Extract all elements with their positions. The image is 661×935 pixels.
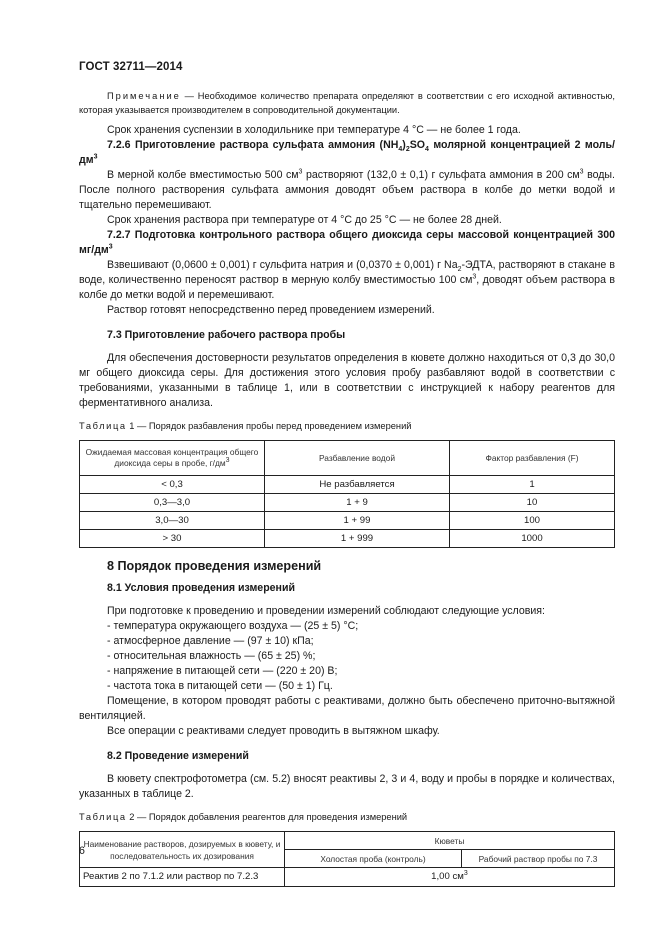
table-row	[80, 476, 615, 494]
table-header-cell: Наименование растворов, дозируемых в кювету, и последовательность их дозирования	[80, 832, 285, 868]
table-cell: 10	[450, 494, 615, 512]
condition-item: - атмосферное давление — (97 ± 10) кПа;	[107, 635, 314, 647]
table-2-caption: Таблица 2 — Порядок добавления реагентов для проведения измерений	[79, 812, 408, 822]
table-header-cell: Рабочий раствор пробы по 7.3	[462, 850, 615, 868]
table-1-caption: Таблица 1 — Порядок разбавления пробы перед проведением измерений	[79, 421, 412, 431]
condition-item: - напряжение в питающей сети — (220 ± 20) В;	[107, 665, 338, 677]
table-header-cell: Кюветы	[285, 832, 615, 850]
document-header: ГОСТ 32711—2014	[79, 61, 183, 73]
table-cell: 100	[450, 512, 615, 530]
ventilation-paragraph: Помещение, в котором проводят работы с реактивами, должно быть обеспечено приточно-вытяжной вентиляцией.	[79, 695, 615, 722]
condition-item: - частота тока в питающей сети — (50 ± 1) Гц.	[107, 680, 333, 692]
condition-item: - относительная влажность — (65 ± 25) %;	[107, 650, 316, 662]
table-header-cell: Фактор разбавления (F)	[450, 441, 615, 476]
table-cell: Реактив 2 по 7.1.2 или раствор по 7.2.3	[80, 868, 285, 887]
section-7-2-6-title: 7.2.6 Приготовление раствора сульфата аммония $(NH_4)_2SO_4$ молярной концентрацией 2 моль/$дм^3$	[79, 139, 615, 166]
table-cell: > 30	[80, 530, 265, 548]
section-7-3-title: 7.3 Приготовление рабочего раствора пробы	[107, 329, 346, 341]
table-cell: Не разбавляется	[265, 476, 450, 494]
section-7-3-paragraph: Для обеспечения достоверности результатов определения в кювете должно находиться от 0,3 до 30,0 мг общего диоксида серы. Для достижения этого условия пробу разбавляют водой в соответствии с требованиями, указанными в таблице 1, или в соответствии с инструкцией к набору реагентов для ферментативного анализа.	[79, 352, 615, 409]
table-cell: < 0,3	[80, 476, 265, 494]
table-cell: 0,3—3,0	[80, 494, 265, 512]
table-2	[79, 831, 615, 887]
fume-hood-paragraph: Все операции с реактивами следует проводить в вытяжном шкафу.	[107, 725, 440, 737]
table-row	[80, 868, 615, 887]
table-1	[79, 440, 615, 548]
note-paragraph	[79, 90, 615, 117]
table-cell: 3,0—30	[80, 512, 265, 530]
table-cell: 1000	[450, 530, 615, 548]
table-header-cell: Ожидаемая массовая концентрация общего диоксида серы в пробе, $г/дм^3$	[80, 441, 265, 476]
table-cell: 1 + 999	[265, 530, 450, 548]
note-text: — Необходимое количество препарата определяют в соответствии с его исходной активностью, которая указывается производителем в сопроводительной документации.	[79, 91, 615, 115]
table-cell: 1 + 99	[265, 512, 450, 530]
section-7-2-7-paragraph: Взвешивают (0,0600 ± 0,001) г сульфита натрия и (0,0370 ± 0,001) г $Na_2$-ЭДТА, растворяют в стакане в воде, количественно переносят раствор в мерную колбу вместимостью 100 $см^3$, доводят объем раствора в колбе до метки водой и перемешивают.	[79, 259, 615, 301]
table-cell: 1,00 $см^3$	[285, 868, 615, 887]
table-row	[80, 530, 615, 548]
table-header-cell: Разбавление водой	[265, 441, 450, 476]
document-body	[79, 90, 615, 887]
section-8-1-intro: При подготовке к проведению и проведении измерений соблюдают следующие условия:	[107, 605, 545, 617]
table-cell: 1	[450, 476, 615, 494]
table-row	[80, 494, 615, 512]
table-header-row	[80, 441, 615, 476]
table-header-cell: Холостая проба (контроль)	[285, 850, 462, 868]
table-header-row	[80, 832, 615, 850]
suspension-storage-text: Срок хранения суспензии в холодильнике при температуре 4 °С — не более 1 года.	[107, 124, 521, 136]
section-8-1-title: 8.1 Условия проведения измерений	[107, 582, 295, 594]
condition-item: - температура окружающего воздуха — (25 ± 5) °С;	[107, 620, 359, 632]
section-7-2-6-paragraph: В мерной колбе вместимостью 500 $см^3$ растворяют (132,0 ± 0,1) г сульфата аммония в 200 $см^3$ воды. После полного растворения сульфата аммония доводят объем раствора в колбе до метки водой и тщательно перемешивают.	[79, 168, 615, 211]
section-7-2-7-note: Раствор готовят непосредственно перед проведением измерений.	[107, 304, 435, 316]
page-number: 6	[79, 845, 85, 857]
note-label: Примечание	[107, 91, 181, 101]
section-8-2-paragraph: В кювету спектрофотометра (см. 5.2) вносят реактивы 2, 3 и 4, воду и пробы в порядке и количествах, указанных в таблице 2.	[79, 773, 615, 800]
section-8-2-title: 8.2 Проведение измерений	[107, 750, 249, 762]
table-row	[80, 512, 615, 530]
solution-storage-text: Срок хранения раствора при температуре от 4 °С до 25 °С — не более 28 дней.	[107, 214, 502, 226]
section-8-title: 8 Порядок проведения измерений	[107, 559, 322, 573]
table-cell: 1 + 9	[265, 494, 450, 512]
section-7-2-7-title: 7.2.7 Подготовка контрольного раствора общего диоксида серы массовой концентрацией 300 $мг/дм^3$	[79, 229, 615, 256]
